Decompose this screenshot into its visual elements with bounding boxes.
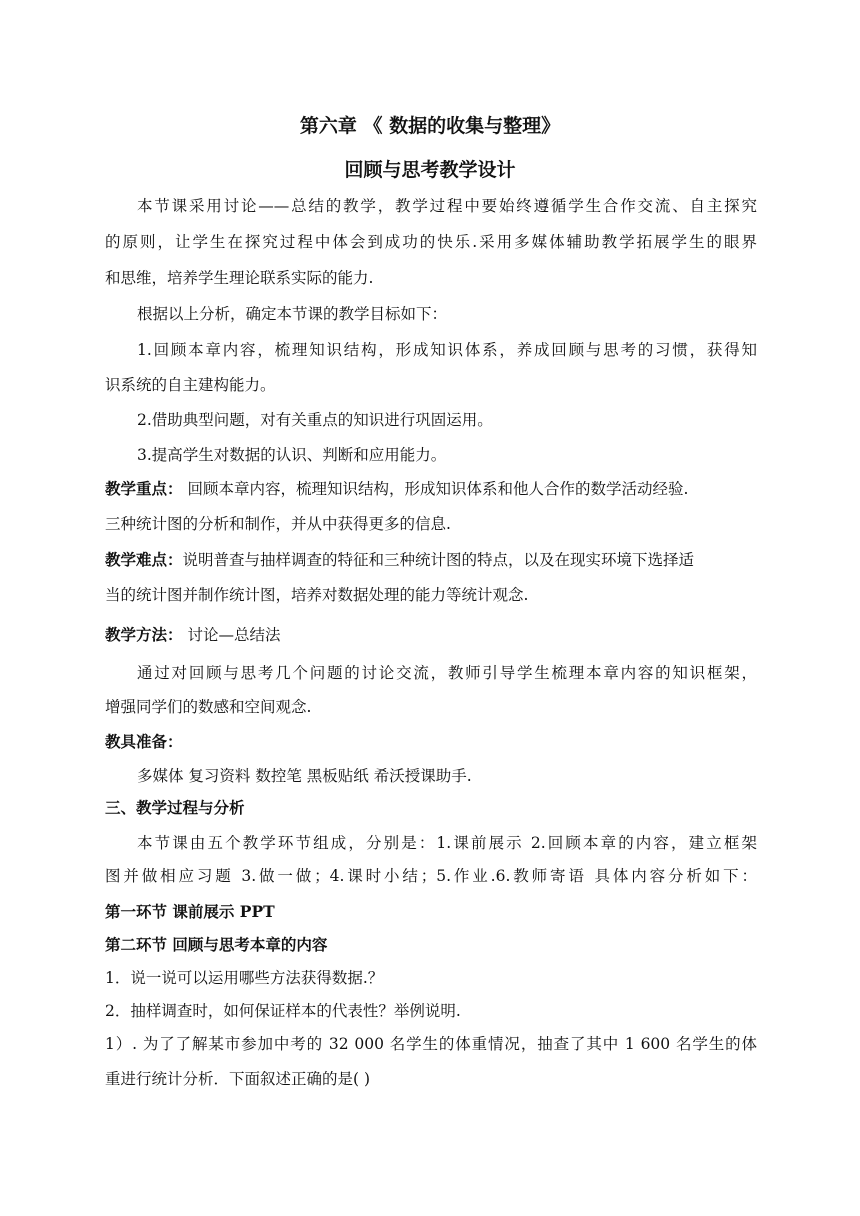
key-points [105, 479, 757, 499]
section-line: 本节课由五个教学环节组成，分别是：1.课前展示 2.回顾本章的内容，建立框架 [137, 834, 757, 852]
difficulties-label: 教学难点： [105, 550, 183, 569]
step-2-heading: 第二环节 回顾与思考本章的内容 [105, 935, 328, 954]
difficulties-line: 当的统计图并制作统计图，培养对数据处理的能力等统计观念. [105, 586, 529, 604]
intro-line: 的原则，让学生在探究过程中体会到成功的快乐.采用多媒体辅助教学拓展学生的眼界 [105, 233, 757, 251]
question-2: 2．抽样调查时，如何保证样本的代表性？举例说明. [105, 1002, 461, 1020]
key-points-text: 回顾本章内容，梳理知识结构，形成知识体系和他人合作的数学活动经验. [182, 480, 689, 498]
method-desc-line: 通过对回顾与思考几个问题的讨论交流，教师引导学生梳理本章内容的知识框架， [137, 664, 757, 682]
intro-line: 本节课采用讨论——总结的教学，教学过程中要始终遵循学生合作交流、自主探究 [137, 197, 757, 215]
goal-1-line: 识系统的自主建构能力。 [105, 376, 276, 394]
goal-2: 2.借助典型问题，对有关重点的知识进行巩固运用。 [137, 411, 493, 429]
key-points-line: 三种统计图的分析和制作，并从中获得更多的信息. [105, 515, 451, 533]
section-line: 图并做相应习题 3.做一做；4.课时小结；5.作业.6.教师寄语 具体内容分析如下： [105, 867, 757, 885]
chapter-title: 第六章 《 数据的收集与整理》 [299, 115, 561, 137]
question-1: 1．说一说可以运用哪些方法获得数据.？ [105, 969, 384, 987]
method-label: 教学方法： [105, 625, 183, 644]
method-desc-line: 增强同学们的数感和空间观念. [105, 698, 312, 716]
difficulties-text: 说明普查与抽样调查的特征和三种统计图的特点，以及在现实环境下选择适 [182, 551, 695, 569]
goals-lead: 根据以上分析，确定本节课的教学目标如下： [137, 305, 448, 323]
tools-list: 多媒体 复习资料 数控笔 黑板贴纸 希沃授课助手. [137, 767, 472, 785]
question-3-line: 重进行统计分析．下面叙述正确的是( ) [105, 1070, 371, 1088]
difficulties [105, 550, 757, 570]
intro-line: 和思维，培养学生理论联系实际的能力. [105, 269, 374, 287]
key-points-label: 教学重点： [105, 479, 183, 498]
method-value: 讨论—总结法 [182, 626, 281, 644]
teaching-method [105, 625, 757, 645]
goal-1-line: 1.回顾本章内容，梳理知识结构，形成知识体系，养成回顾与思考的习惯，获得知 [137, 341, 757, 359]
question-3-line: 1）. 为了了解某市参加中考的 32 000 名学生的体重情况，抽查了其中 1 600 名学生的体 [105, 1035, 757, 1053]
goal-3: 3.提高学生对数据的认识、判断和应用能力。 [137, 446, 447, 464]
tools-label: 教具准备： [105, 732, 183, 751]
step-1-heading: 第一环节 课前展示 PPT [105, 902, 275, 921]
lesson-title: 回顾与思考教学设计 [344, 159, 516, 181]
section-heading: 三、教学过程与分析 [105, 798, 245, 817]
